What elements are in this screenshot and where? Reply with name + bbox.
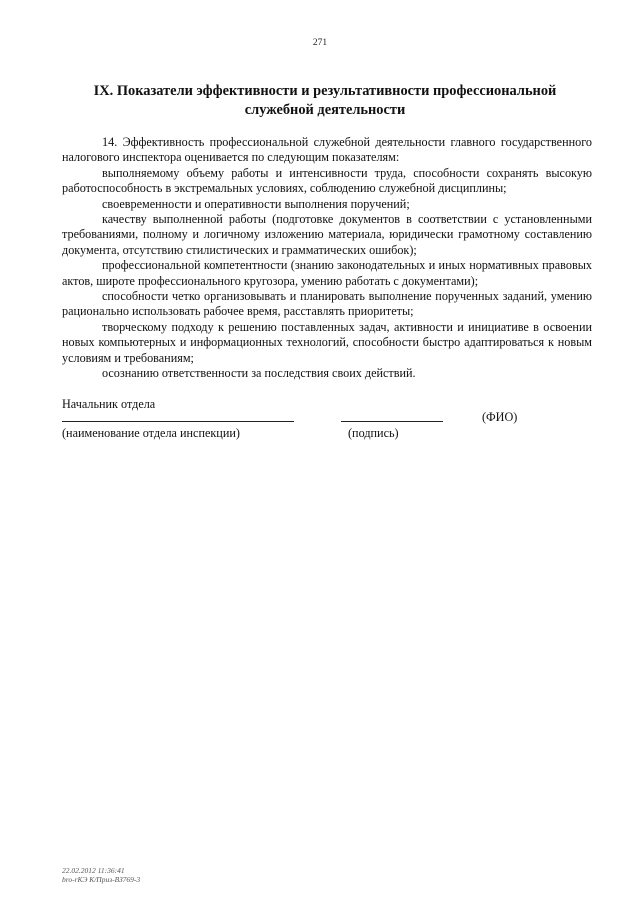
signature-line: [341, 421, 443, 422]
paragraph-item: осознанию ответственности за последствия своих действий.: [102, 366, 416, 381]
paragraph-item: выполняемому объему работы и интенсивности труда, способности сохранять высокую работоспособность в экстремальных условиях, соблюдению служебной дисциплины;: [62, 165, 592, 196]
body-text: [62, 135, 592, 382]
signature-position: Начальник отдела: [62, 397, 156, 411]
department-signature-line: [62, 421, 294, 422]
footer-timestamp: 22.02.2012 11:36:41: [62, 866, 125, 875]
paragraph-item: профессиональной компетентности (знанию законодательных и иных нормативных правовых актов, широте профессионального кругозора, умению работать с документами);: [62, 258, 592, 288]
paragraph-intro: 14. Эффективность профессиональной служебной деятельности главного государственного налогового инспектора оценивается по следующим показателям:: [62, 135, 592, 165]
footer-stamp: [62, 866, 140, 884]
footer-document-code: bro-rКЭ К/Приз-ВЗ769-3: [62, 875, 141, 884]
paragraph-item: своевременности и оперативности выполнения поручений;: [102, 196, 410, 211]
paragraph-item: способности четко организовывать и планировать выполнение порученных заданий, умению рационально использовать рабочее время, расставлять приоритеты;: [62, 289, 592, 319]
page-number: 271: [312, 38, 328, 48]
paragraph-item: творческому подходу к решению поставленных задач, активности и инициативе в освоении новых компьютерных и информационных технологий, способности быстро адаптироваться к новым условиям и требованиям;: [62, 319, 592, 365]
department-caption: (наименование отдела инспекции): [62, 426, 240, 440]
paragraph-item: качеству выполненной работы (подготовке документов в соответствии с установленными требованиями, полному и логичному изложению материала, юридически грамотному составлению документа, отсутствию стилистических и грамматических ошибок);: [62, 212, 592, 257]
fio-label: (ФИО): [482, 410, 518, 424]
section-title: IX. Показатели эффективности и результативности профессиональной служебной деятельности: [93, 83, 557, 118]
signature-caption: (подпись): [348, 426, 399, 440]
